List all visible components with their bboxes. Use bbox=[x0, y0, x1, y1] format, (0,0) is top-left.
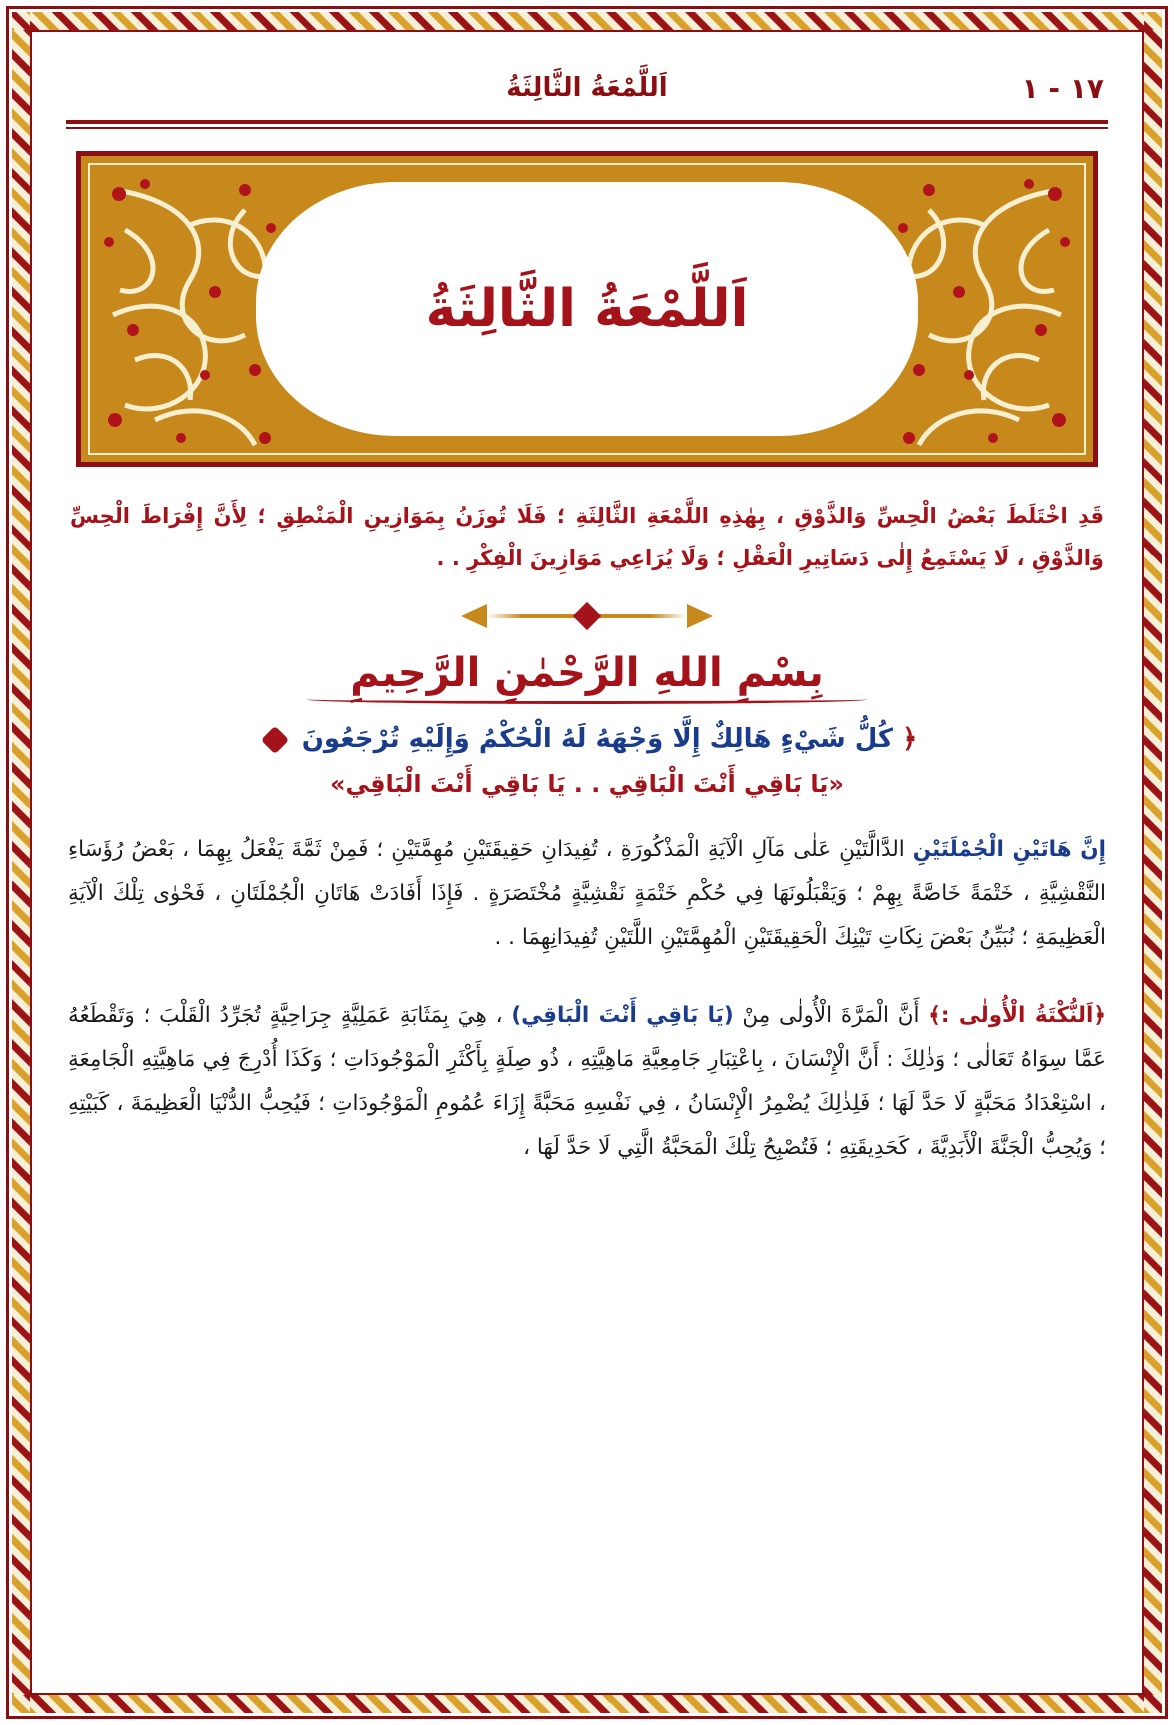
invocation-line: «يَا بَاقِي أَنْتَ الْبَاقِي . . يَا بَاقِي أَنْتَ الْبَاقِي» bbox=[330, 770, 844, 798]
intro-paragraph: قَدِ اخْتَلَطَ بَعْضُ الْحِسِّ وَالذَّوْقِ ، بِهٰذِهِ اللَّمْعَةِ الثَّالِثَةِ ؛ فَلَا تُوزَنُ بِمَوَازِينِ الْمَنْطِقِ ؛ لِأَنَّ إِفْرَاطَ الْحِسِّ وَالذَّوْقِ ، لَا يَسْتَمِعُ إِلٰى دَسَاتِيرِ الْعَقْلِ ؛ وَلَا يُرَاعِي مَوَازِينَ الْفِكْرِ . . bbox=[70, 504, 1104, 570]
page-header bbox=[66, 60, 1108, 116]
header-title: اَللَّمْعَةُ الثَّالِثَةُ bbox=[506, 73, 668, 103]
page-content bbox=[66, 60, 1108, 1660]
quran-verse-line bbox=[66, 724, 1108, 754]
verse-text: كُلُّ شَيْءٍ هَالِكٌ إِلَّا وَجْهَهُ لَهُ الْحُكْمُ وَإِلَيْهِ تُرْجَعُونَ bbox=[301, 724, 894, 754]
basmala-text: بِسْمِ اللهِ الرَّحْمٰنِ الرَّحِيمِ bbox=[350, 650, 824, 696]
header-rule-thick bbox=[66, 120, 1108, 124]
paragraph-2-segment-2: ، هِيَ بِمَثَابَةِ عَمَلِيَّةٍ جِرَاحِيَّةٍ تُجَرِّدُ الْقَلْبَ ؛ وَتَقْطَعُهُ عَمَّا سِوَاهُ تَعَالٰى ؛ وَذٰلِكَ : أَنَّ الْإِنْسَانَ ، بِاعْتِبَارِ جَامِعِيَّةِ مَاهِيَّتِهِ ، ذُو صِلَةٍ بِأَكْثَرِ الْمَوْجُودَاتِ ؛ وَكَذَا أُدْرِجَ فِي مَاهِيَّتِهِ الْجَامِعَةِ ، اسْتِعْدَادُ مَحَبَّةٍ لَا حَدَّ لَهَا ؛ فَلِذٰلِكَ يُضْمِرُ الْإِنْسَانُ ، فِي نَفْسِهِ مَحَبَّةً إِزَاءَ عُمُومِ الْمَوْجُودَاتِ ؛ فَيُحِبُّ الدُّنْيَا الْعَظِيمَةَ ، كَبَيْتِهِ ؛ وَيُحِبُّ الْجَنَّةَ الْأَبَدِيَّةَ ، كَحَدِيقَتِهِ ؛ فَتُصْبِحُ تِلْكَ الْمَحَبَّةُ الَّتِي لَا حَدَّ لَهَا ، bbox=[68, 1003, 1106, 1161]
paragraph-2-segment-1: أَنَّ الْمَرَّةَ الْأُولٰى مِنْ bbox=[733, 1003, 929, 1029]
basmala-swash-ornament bbox=[307, 695, 867, 704]
basmala bbox=[66, 645, 1108, 704]
page-number: ١٧ - ١ bbox=[1021, 72, 1104, 105]
body-paragraph-2 bbox=[68, 994, 1106, 1170]
title-cartouche bbox=[256, 182, 918, 436]
body-paragraph-1 bbox=[68, 828, 1106, 960]
divider-tip-left bbox=[461, 604, 487, 628]
paragraph-1-lead: إِنَّ هَاتَيْنِ الْجُمْلَتَيْنِ bbox=[912, 837, 1106, 862]
paragraph-2-quote: (يَا بَاقِي أَنْتَ الْبَاقِي) bbox=[511, 1003, 734, 1029]
divider-tip-right bbox=[687, 604, 713, 628]
verse-open-brace: ﴿ bbox=[902, 724, 918, 754]
divider-bar bbox=[487, 614, 687, 618]
divider-diamond-icon bbox=[573, 602, 601, 630]
nukta-close-brace: ﴾ bbox=[928, 1003, 941, 1029]
nukta-open-brace: ﴿ bbox=[1093, 1003, 1106, 1029]
nukta-label: اَلنُّكْتَةُ الْأُولٰى : bbox=[940, 1003, 1094, 1029]
header-divider bbox=[66, 120, 1108, 129]
section-divider-ornament bbox=[66, 593, 1108, 639]
paragraph-1-rest: الدَّالَّتَيْنِ عَلٰى مَآلِ الْآيَةِ الْمَذْكُورَةِ ، تُفِيدَانِ حَقِيقَتَيْنِ مُهِمَّتَيْنِ ؛ فَمِنْ ثَمَّةَ يَفْعَلُ بِهِمَا ، بَعْضُ رُؤَسَاءِ النَّقْشِيَّةِ ، خَتْمَةً خَاصَّةً بِهِمْ ؛ وَيَقْبَلُونَهَا فِي حُكْمِ خَتْمَةٍ نَقْشِيَّةٍ مُخْتَصَرَةٍ . فَإِذَا أَفَادَتْ هَاتَانِ الْجُمْلَتَانِ ، فَحْوٰى تِلْكَ الْآيَةِ الْعَظِيمَةِ ؛ نُبَيِّنُ بَعْضَ نِكَاتِ تَيْنِكَ الْحَقِيقَتَيْنِ الْمُهِمَّتَيْنِ اللَّتَيْنِ تُفِيدَانِهِمَا . . bbox=[68, 837, 1106, 951]
title-panel bbox=[76, 151, 1098, 467]
verse-rosette-icon bbox=[261, 725, 289, 753]
header-rule-thin bbox=[66, 127, 1108, 129]
chapter-title: اَللَّمْعَةُ الثَّالِثَةُ bbox=[425, 279, 749, 339]
